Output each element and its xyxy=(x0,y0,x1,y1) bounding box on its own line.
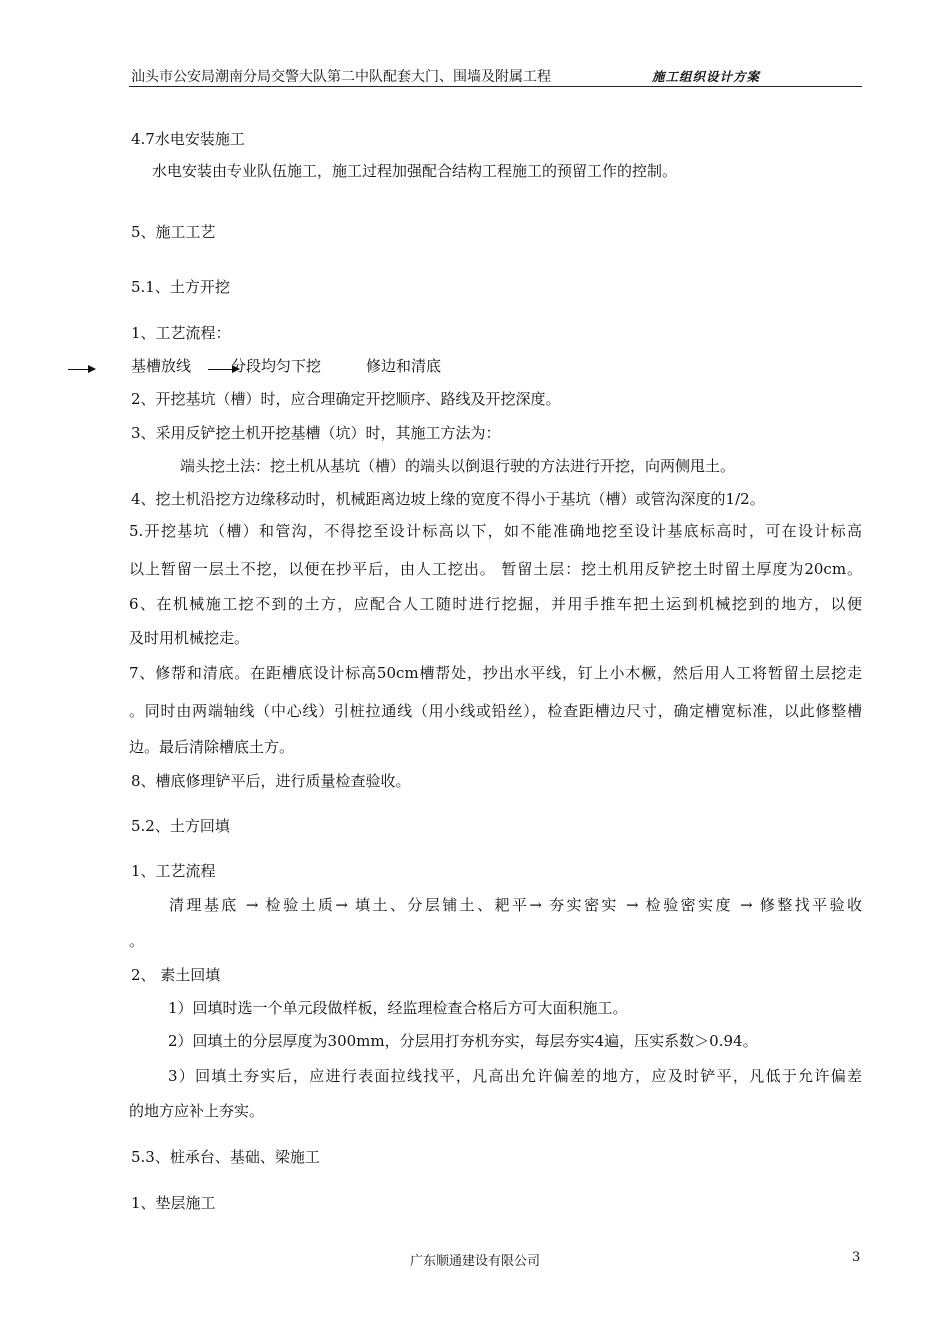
paragraph-continuation: 的地方应补上夯实。 xyxy=(129,1102,265,1120)
list-item: 3、采用反铲挖土机开挖基槽（坑）时，其施工方法为： xyxy=(131,424,501,442)
flow-step: 修边和清底 xyxy=(366,357,442,375)
list-item: 1、垫层施工 xyxy=(131,1194,216,1212)
process-flow: 清理基底 → 检验土质→ 填土、分层铺土、耙平→ 夯实密实 → 检验密实度 → 修整找平验收 xyxy=(169,896,862,914)
footer-company: 广东顺通建设有限公司 xyxy=(409,1254,540,1269)
list-item: 7、修帮和清底。在距槽底设计标高50cm槽帮处，抄出水平线，钉上小木橛，然后用人工将暂留土层挖走 xyxy=(129,664,862,682)
section-heading-5-1: 5.1、土方开挖 xyxy=(131,278,230,296)
sub-list-item: 2）回填土的分层厚度为300mm，分层用打夯机夯实，每层夯实4遍，压实系数＞0.94。 xyxy=(168,1032,758,1050)
section-heading-5: 5、施工工艺 xyxy=(131,223,216,241)
section-heading-5-3: 5.3、桩承台、基础、梁施工 xyxy=(131,1148,320,1166)
paragraph-continuation: 以上暂留一层土不挖，以便在抄平后，由人工挖出。 暂留土层：挖土机用反铲挖土时留土厚度为20cm。 xyxy=(129,560,862,578)
page-number: 3 xyxy=(852,1250,861,1265)
list-item: 5.开挖基坑（槽）和管沟，不得挖至设计标高以下，如不能准确地挖至设计基底标高时，可在设计标高 xyxy=(129,522,862,540)
paragraph-continuation: 及时用机械挖走。 xyxy=(129,629,250,647)
header-divider xyxy=(129,86,862,87)
list-item: 8、槽底修理铲平后，进行质量检查验收。 xyxy=(131,772,411,790)
list-item: 4、挖土机沿挖方边缘移动时，机械距离边坡上缘的宽度不得小于基坑（槽）或管沟深度的1/2。 xyxy=(131,490,765,508)
flow-step: 分段均匀下挖 xyxy=(231,357,322,375)
header-document-type: 施工组织设计方案 xyxy=(652,69,761,84)
list-item: 2、 素土回填 xyxy=(131,966,221,984)
flow-arrow xyxy=(68,369,95,370)
flow-step: 基槽放线 xyxy=(131,357,192,375)
list-item: 1、工艺流程 xyxy=(131,862,216,880)
paragraph: 端头挖土法：挖土机从基坑（槽）的端头以倒退行驶的方法进行开挖，向两侧甩土。 xyxy=(180,457,736,475)
section-heading-4-7: 4.7水电安装施工 xyxy=(131,130,245,148)
header-project-title: 汕头市公安局潮南分局交警大队第二中队配套大门、围墙及附属工程 xyxy=(131,69,551,85)
paragraph-continuation: 。同时由两端轴线（中心线）引桩拉通线（用小线或铅丝），检查距槽边尺寸，确定槽宽标准，以此修整槽 xyxy=(129,702,862,720)
list-item: 1、工艺流程： xyxy=(131,324,231,342)
sub-list-item: 3）回填土夯实后，应进行表面拉线找平，凡高出允许偏差的地方，应及时铲平，凡低于允许偏差 xyxy=(168,1067,862,1085)
list-item: 2、开挖基坑（槽）时，应合理确定开挖顺序、路线及开挖深度。 xyxy=(131,390,561,408)
list-item: 6、在机械施工挖不到的土方，应配合人工随时进行挖掘，并用手推车把土运到机械挖到的地方，以便 xyxy=(129,595,862,613)
paragraph: 水电安装由专业队伍施工，施工过程加强配合结构工程施工的预留工作的控制。 xyxy=(152,162,678,180)
paragraph-continuation: 。 xyxy=(129,932,145,950)
section-heading-5-2: 5.2、土方回填 xyxy=(131,817,230,835)
paragraph-continuation: 边。最后清除槽底土方。 xyxy=(129,738,295,756)
sub-list-item: 1）回填时选一个单元段做样板，经监理检查合格后方可大面积施工。 xyxy=(168,999,628,1017)
